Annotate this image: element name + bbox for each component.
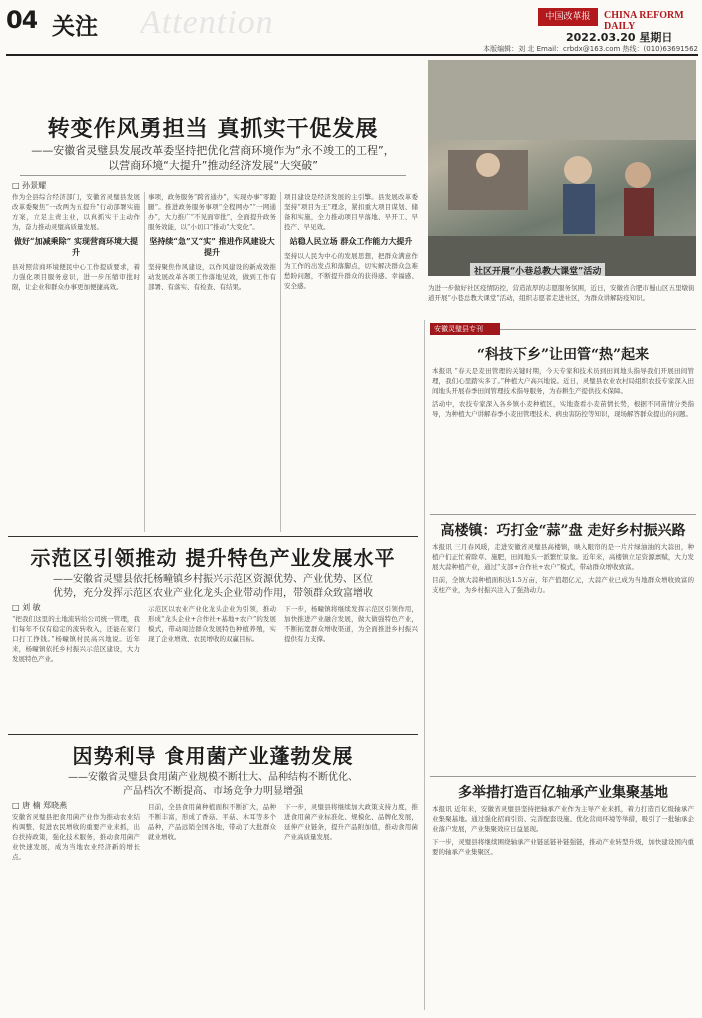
right-article1-text: 本报讯 “春天是麦田管理的关键时期，今天专家和技术员到田间地头指导我们开展田间管理，我们心里踏实多了。”种植大户高兴地说。近日，灵璧县农业农村局组织农技专家深入田间地头开展春季田间管理技术指导服务，为春耕生产提供技术保障。	[432, 367, 694, 395]
article1-subhead2: 坚持续“急”又“实” 推进作风建设大提升	[149, 236, 275, 257]
right-article2-headline: 高楼镇：巧打金“蒜”盘 走好乡村振兴路	[440, 523, 686, 539]
article1-col2-text2: 坚持聚焦作风建设，以作风建设的新成效推动发展改革各项工作落地见效，做到工作有部署、有落实、有检查、有结果。	[148, 263, 276, 291]
news-photo	[428, 60, 696, 276]
photo-illustration	[428, 60, 696, 276]
article3-col1-text: 安徽省灵璧县把食用菌产业作为推动农业结构调整、促进农民增收的重要产业来抓，出台扶持政策，强化技术服务，推动食用菌产业快速发展，成为当地农业经济新的增长点。	[12, 813, 140, 861]
article3-col3-text: 下一步，灵璧县将继续加大政策支持力度，推进食用菌产业标准化、规模化、品牌化发展，延伸产业链条，提升产品附加值，推动食用菌产业高质量发展。	[284, 803, 418, 841]
header-rule	[6, 54, 698, 56]
article3-top-rule	[8, 734, 418, 735]
right-article2-text2: 目前，全镇大蒜种植面积达1.5万亩，年产值超亿元，大蒜产业已成为当地群众增收致富的支柱产业，为乡村振兴注入了强劲动力。	[432, 576, 694, 594]
article2-col1-text: “把我们这里的土地流转给公司统一管理，我们每年不仅有稳定的流转收入，还能在家门口打工挣钱。”杨疃镇村民高兴地说。近年来，杨疃镇依托乡村振兴示范区建设，大力发展特色产业。	[12, 615, 140, 663]
article1-col3-text: 项目建设是经济发展的主引擎。县发展改革委坚持“项目为王”理念，紧扣重大项目谋划、储备和实施，全力推动项目早落地、早开工、早投产、早见效。	[284, 193, 418, 231]
page-number: 04	[6, 6, 38, 34]
article2-top-rule	[8, 536, 418, 537]
article3-byline: □ 唐 楠 郑晓燕	[12, 801, 68, 810]
right-article1-text2: 活动中，农技专家深入各乡镇小麦种植区，实地查看小麦苗情长势，根据不同苗情分类指导，为种植大户讲解春季小麦田管理技术、病虫害防控等知识，现场解答群众提出的问题。	[432, 400, 694, 418]
article2-headline: 示范区引领推动 提升特色产业发展水平	[30, 546, 396, 570]
photo-description: 为进一步做好社区疫情防控，营造浓厚的志愿服务氛围，近日，安徽省合肥市蜀山区五里墩街道开展“小巷总教大课堂”活动，组织志愿者走进社区，为群众讲解防疫知识。	[428, 284, 695, 302]
article3-deck-line2: 产品档次不断提高、市场竞争力明显增强	[123, 786, 303, 797]
article3-deck-line1: ——安徽省灵璧县食用菌产业规模不断壮大、品种结构不断优化、	[68, 772, 358, 783]
right-article3-text2: 下一步，灵璧县将继续围绕轴承产业链延链补链强链，推动产业转型升级，加快建设国内重要的轴承产业集聚区。	[432, 838, 694, 856]
right-article1-body	[432, 366, 694, 512]
article2-col2-text: 示范区以农业产业化龙头企业为引领，推动形成“龙头企业+合作社+基地+农户”的发展模式，带动周边群众发展特色种植养殖，实现了企业增效、农民增收的双赢目标。	[148, 605, 276, 643]
issue-date: 2022.03.20 星期日	[566, 31, 673, 44]
article1-col2-text: 事项，政务服务“跨省通办”，实现办事“零跑腿”。推进政务服务事项“全程网办”“一网通办”，大力推广“不见面审批”，全面提升政务服务效能，以“小切口”推动“大变化”。	[148, 193, 276, 231]
article1-headline: 转变作风勇担当 真抓实干促发展	[47, 116, 379, 142]
photo-caption: 社区开展“小巷总教大课堂”活动	[470, 263, 605, 278]
article1-column1	[12, 192, 140, 532]
section-title: 关注	[52, 14, 98, 40]
column-divider	[280, 192, 281, 532]
article2-deck-line2: 优势，充分发挥示范区农业产业化龙头企业带动作用，带领群众致富增收	[53, 588, 373, 599]
article2-byline: □ 刘 敏	[12, 603, 41, 612]
article3-col2-text: 目前，全县食用菌种植面积不断扩大，品种不断丰富，形成了香菇、平菇、木耳等多个品种，产品远销全国各地，带动了大批群众就业增收。	[148, 803, 276, 841]
right-article1-headline: “科技下乡”让田管“热”起来	[476, 347, 650, 363]
page-divider	[424, 320, 425, 1010]
newspaper-logo: 中国改革报	[538, 8, 598, 26]
article1-deck-line1: ——安徽省灵璧县发展改革委坚持把优化营商环境作为“永不竣工的工程”，	[31, 144, 395, 157]
editor-line: 本版编辑：刘 北 Email：crbdx@163.com 热线：(010)63691562	[483, 45, 698, 53]
right-article3-body	[432, 804, 694, 1010]
section-title-en: Attention	[140, 4, 274, 41]
right-article2-text: 本报讯 三月春风暖，走进安徽省灵璧县高楼镇，映入眼帘的是一片片绿油油的大蒜田，种植户们正忙着除草、施肥，田间地头一派繁忙景象。近年来，高楼镇立足资源禀赋，大力发展大蒜种植产业，通过“支部+合作社+农户”模式，带动群众增收致富。	[432, 543, 694, 571]
article1-column3	[284, 192, 418, 532]
article1-subhead3: 站稳人民立场 群众工作能力大提升	[289, 236, 413, 246]
right-article2-body	[432, 542, 694, 774]
article1-byline: □ 孙景耀	[12, 181, 47, 190]
article2-deck-line1: ——安徽省灵璧县依托杨疃镇乡村振兴示范区资源优势、产业优势、区位	[53, 574, 373, 585]
newspaper-logo-en: CHINA REFORM DAILY	[604, 10, 684, 32]
right-rule	[430, 514, 696, 515]
article1-rule	[20, 175, 406, 176]
right-article3-text: 本报讯 近年来，安徽省灵璧县坚持把轴承产业作为主导产业来抓，着力打造百亿级轴承产业集聚基地。通过强化招商引资、完善配套设施、优化营商环境等举措，吸引了一批轴承企业落户发展，产业集聚效应日益显现。	[432, 805, 694, 833]
section-tag: 安徽灵璧县专刊	[430, 323, 500, 335]
article1-subhead1: 做好“加减乘除” 实现营商环境大提升	[14, 236, 138, 257]
article2-col3-text: 下一步，杨疃镇将继续发挥示范区引领作用，加快推进产业融合发展，做大做强特色产业，不断拓宽群众增收渠道，为全面推进乡村振兴提供有力支撑。	[284, 605, 418, 643]
article1-deck-line2: 以营商环境“大提升”推动经济发展“大突破”	[108, 159, 318, 172]
article1-column2	[148, 192, 276, 532]
article1-col1-text2: 县对照营商环境便民中心工作提质要求，着力强化项目服务意识，进一步压缩审批时限，让企业和群众办事更加便捷高效。	[12, 263, 140, 291]
article1-col1-text: 作为全县综合经济部门，安徽省灵璧县发展改革委聚焦“一改两为五提升”行动部署实施方案，立足主责主业，以真抓实干主动作为，奋力推动灵璧高质量发展。	[12, 193, 140, 231]
right-article3-headline: 多举措打造百亿轴承产业集聚基地	[458, 785, 668, 801]
column-divider	[144, 192, 145, 532]
right-rule	[430, 776, 696, 777]
tag-rule	[500, 329, 696, 330]
article3-headline: 因势利导 食用菌产业蓬勃发展	[72, 744, 354, 768]
article1-col3-text2: 坚持以人民为中心的发展思想，把群众满意作为工作的出发点和落脚点，切实解决群众急难愁盼问题，不断提升群众的获得感、幸福感、安全感。	[284, 252, 418, 290]
